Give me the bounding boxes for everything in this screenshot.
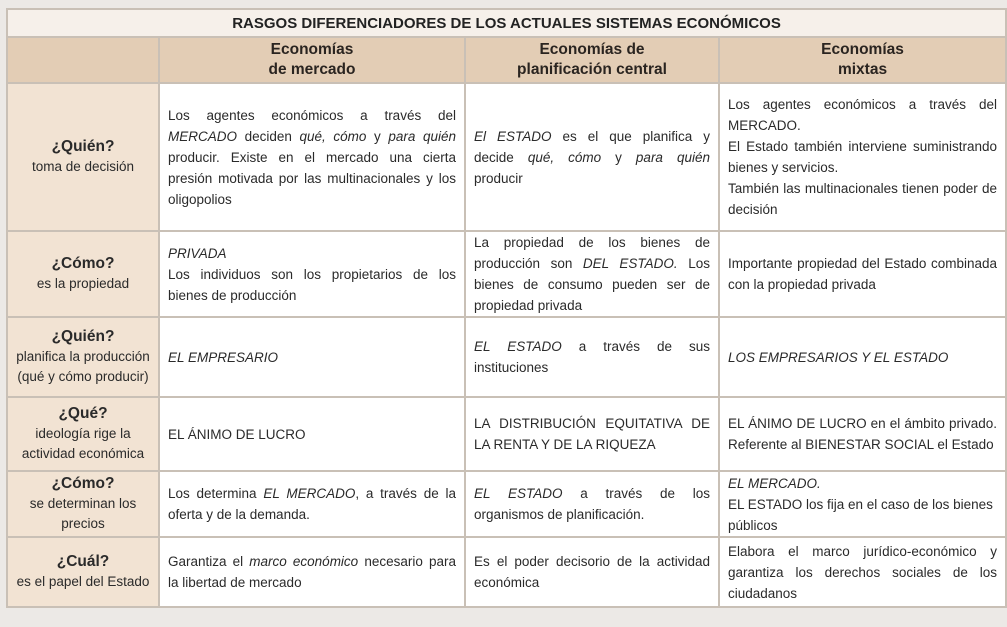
cell-mixtas <box>720 472 1005 538</box>
text: Los determina <box>168 486 264 501</box>
row-label <box>8 84 160 232</box>
row-sublabel: toma de decisión <box>31 159 135 174</box>
cell-mercado <box>160 538 466 606</box>
row-question: ¿Quién? <box>51 328 115 345</box>
text: a través de los organismos de planificación. <box>474 486 710 522</box>
cell-mercado <box>160 398 466 472</box>
text: Garantiza el <box>168 554 250 569</box>
cell-mercado <box>160 232 466 318</box>
row-question: ¿Cuál? <box>56 553 110 570</box>
cell-mixtas <box>720 232 1005 318</box>
text: producir <box>474 170 523 186</box>
row-label <box>8 472 160 538</box>
text: necesario para la libertad de mercado <box>168 554 456 590</box>
text: El ESTADO <box>474 128 552 144</box>
row-question: ¿Qué? <box>58 405 108 422</box>
row-sublabel: es el papel del Estado <box>16 574 150 589</box>
row-label <box>8 232 160 318</box>
text: marco económico <box>249 554 359 569</box>
text: LA DISTRIBUCIÓN EQUITATIVA DE LA RENTA Y DE LA RIQUEZA <box>474 416 710 452</box>
text: MERCADO <box>168 128 238 144</box>
table-row <box>8 84 1005 232</box>
cell-mixtas <box>720 84 1005 232</box>
text: PRIVADA <box>168 245 227 261</box>
cell-mixtas <box>720 318 1005 398</box>
cell-planificacion <box>466 538 720 606</box>
row-question: ¿Quién? <box>51 138 115 155</box>
row-question: ¿Cómo? <box>51 475 115 492</box>
header-mixtas-line1: Economías <box>821 41 904 58</box>
text: Es el poder decisorio de la actividad económica <box>474 554 710 590</box>
text: DEL ESTADO. <box>582 256 678 271</box>
text: EL EMPRESARIO <box>168 349 279 365</box>
title-row <box>8 10 1005 38</box>
row-label <box>8 398 160 472</box>
text: LOS EMPRESARIOS Y EL ESTADO <box>728 349 949 365</box>
cell-mixtas <box>720 538 1005 606</box>
text: para quién <box>388 128 456 144</box>
text: y <box>366 128 389 144</box>
cell-mercado <box>160 84 466 232</box>
row-label <box>8 318 160 398</box>
row-label <box>8 538 160 606</box>
text: También las multinacionales tienen poder de decisión <box>728 181 998 217</box>
header-planificacion-line1: Economías de <box>539 41 645 58</box>
table-row <box>8 318 1005 398</box>
text: EL MERCADO <box>263 486 356 501</box>
table-row <box>8 538 1005 606</box>
text: qué, cómo <box>299 128 367 144</box>
cell-planificacion <box>466 318 720 398</box>
row-sublabel: es la propiedad <box>36 276 130 291</box>
header-corner <box>8 38 160 84</box>
text: EL ÁNIMO DE LUCRO <box>168 426 306 442</box>
table-title: RASGOS DIFERENCIADORES DE LOS ACTUALES SISTEMAS ECONÓMICOS <box>8 10 1005 38</box>
cell-mercado <box>160 472 466 538</box>
header-mercado-line2: de mercado <box>268 61 356 78</box>
text: EL ESTADO <box>474 486 563 501</box>
header-mixtas <box>720 38 1005 84</box>
cell-planificacion <box>466 398 720 472</box>
table-row <box>8 398 1005 472</box>
text: para quién <box>635 149 710 165</box>
text: EL ÁNIMO DE LUCRO en el ámbito privado. Referente al BIENESTAR SOCIAL el Estado <box>728 416 998 452</box>
cell-planificacion <box>466 84 720 232</box>
header-mixtas-line2: mixtas <box>837 61 888 78</box>
header-mercado-line1: Economías <box>270 41 354 58</box>
row-sublabel: planifica la producción (qué y cómo producir) <box>16 349 150 384</box>
text: deciden <box>237 128 300 144</box>
cell-mercado <box>160 318 466 398</box>
economic-systems-table <box>6 8 1007 608</box>
row-sublabel: se determinan los precios <box>29 496 137 531</box>
row-question: ¿Cómo? <box>51 255 115 272</box>
text: es el que planifica y decide <box>474 128 710 165</box>
text: y <box>601 149 636 165</box>
text: Los individuos son los propietarios de los bienes de producción <box>168 266 456 303</box>
text: Los agentes económicos a través del <box>168 107 456 123</box>
cell-planificacion <box>466 232 720 318</box>
text: a través de sus instituciones <box>474 339 710 375</box>
text: , a través de la oferta y de la demanda. <box>168 486 456 522</box>
text: EL MERCADO. <box>728 475 821 491</box>
header-mercado <box>160 38 466 84</box>
header-row <box>8 38 1005 84</box>
text: La propiedad de los bienes de producción son <box>474 235 710 271</box>
text: EL ESTADO <box>474 339 562 354</box>
table-row <box>8 232 1005 318</box>
text: EL ESTADO los fija en el caso de los bienes públicos <box>728 496 993 533</box>
text: qué, cómo <box>527 149 602 165</box>
text: Importante propiedad del Estado combinada con la propiedad privada <box>728 256 998 292</box>
text: Los bienes de consumo pueden ser de propiedad privada <box>474 256 710 313</box>
row-sublabel: ideología rige la actividad económica <box>21 426 145 461</box>
header-planificacion <box>466 38 720 84</box>
table-row <box>8 472 1005 538</box>
cell-mixtas <box>720 398 1005 472</box>
header-planificacion-line2: planificación central <box>517 61 667 78</box>
text: El Estado también interviene suministrando bienes y servicios. <box>728 139 998 175</box>
cell-planificacion <box>466 472 720 538</box>
text: producir. Existe en el mercado una cierta presión motivada por las multinacionales y los oligopolios <box>168 149 456 207</box>
text: Los agentes económicos a través del MERCADO. <box>728 97 998 133</box>
text: Elabora el marco jurídico-económico y garantiza los derechos sociales de los ciudadanos <box>728 543 998 601</box>
